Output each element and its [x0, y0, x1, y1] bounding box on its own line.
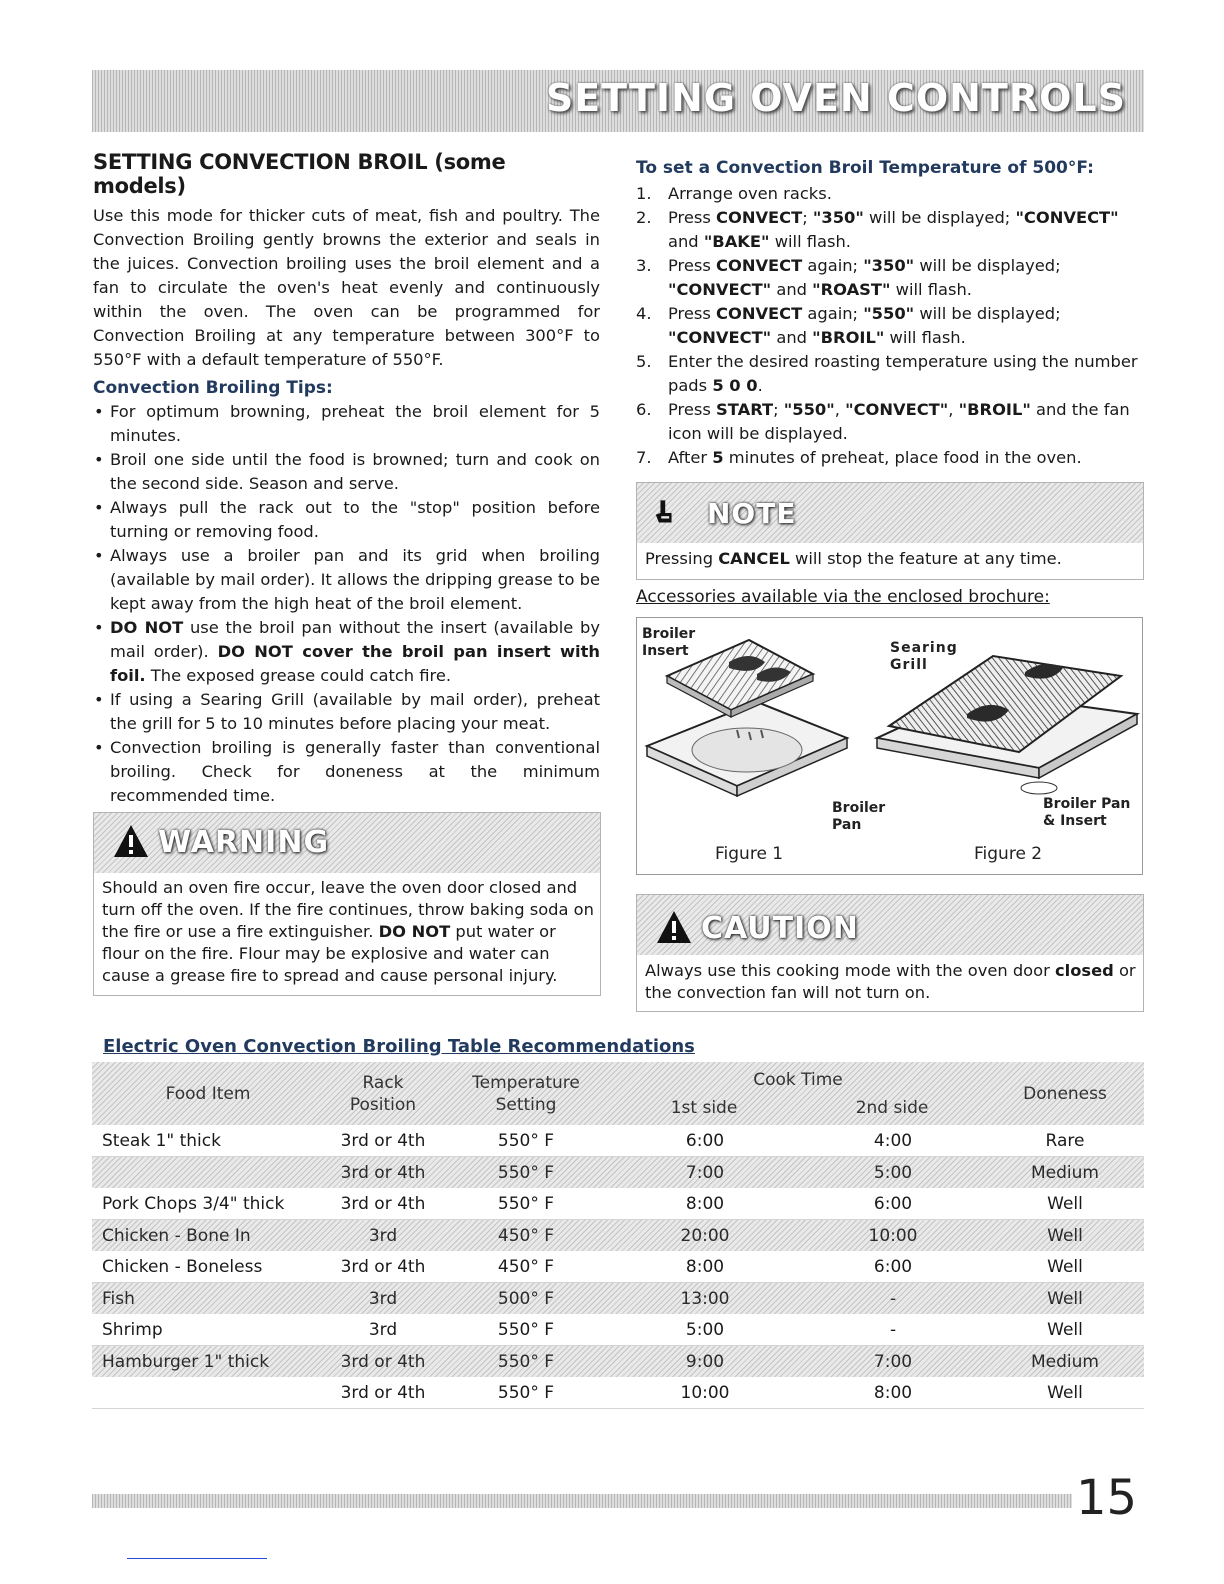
cell-temp: 550° F — [442, 1125, 610, 1157]
cell-second: - — [800, 1314, 986, 1346]
step-text: Arrange oven racks. — [668, 184, 832, 203]
tip-text: The exposed grease could catch fire. — [145, 666, 452, 685]
cell-doneness: Medium — [1031, 1351, 1099, 1372]
steps-list — [636, 182, 1144, 470]
step-bold: CONVECT — [716, 256, 803, 275]
steps-heading: To set a Convection Broil Temperature of 500°F: — [636, 158, 1094, 178]
searing-grill-label — [890, 640, 958, 674]
list-item — [93, 544, 600, 616]
warning-text-part: put water or flour on the fire. Flour may be explosive and water can cause a grease fire to spread and cause personal injury. — [102, 922, 558, 985]
step-bold: CONVECT — [716, 208, 803, 227]
step-text: ; — [802, 208, 813, 227]
left-column — [93, 150, 600, 808]
step-item — [636, 446, 1144, 470]
bullet: • — [94, 618, 104, 637]
table-row — [92, 1377, 1144, 1409]
page-number: 15 — [1076, 1470, 1138, 1526]
cell-food: Pork Chops 3/4" thick — [92, 1188, 324, 1220]
tips-list — [93, 400, 600, 808]
table-row — [92, 1157, 1144, 1189]
note-bold: CANCEL — [718, 549, 790, 568]
cell-second: 6:00 — [800, 1188, 986, 1220]
step-item — [636, 206, 1144, 254]
tip-text: For optimum browning, preheat the broil element for 5 minutes. — [110, 402, 600, 445]
cell-rack: 3rd — [324, 1314, 442, 1346]
tip-text: Always pull the rack out to the "stop" position before turning or removing food. — [110, 498, 600, 541]
step-text: will be displayed; — [914, 304, 1061, 323]
bullet: • — [94, 402, 104, 421]
cell-doneness: Well — [1047, 1225, 1083, 1246]
step-text: will flash. — [884, 328, 966, 347]
cell-rack: 3rd or 4th — [324, 1251, 442, 1283]
step-text: and — [771, 328, 813, 347]
step-text: again; — [802, 304, 864, 323]
step-text: Enter the desired roasting temperature using the number pads — [668, 352, 1138, 395]
list-item — [93, 448, 600, 496]
cell-temp: 450° F — [442, 1251, 610, 1283]
cell-food — [92, 1377, 324, 1409]
label-line: & Insert — [1043, 813, 1107, 829]
header-first-side: 1st side — [670, 1097, 738, 1118]
step-bold: "CONVECT" — [668, 280, 772, 299]
header-line: Position — [349, 1094, 417, 1115]
caution-title: CAUTION — [701, 911, 859, 946]
cell-first: 8:00 — [610, 1188, 800, 1220]
cell-doneness: Well — [986, 1314, 1144, 1346]
header-cook-time-label: Cook Time — [753, 1069, 843, 1090]
label-line: Insert — [642, 643, 689, 659]
table-row — [92, 1346, 1144, 1378]
step-item — [636, 302, 1144, 350]
list-item — [93, 688, 600, 736]
tip-text: Always use a broiler pan and its grid when broiling (available by mail order). It allows the dripping grease to be kept away from the high heat of the broil element. — [110, 546, 600, 613]
label-line: Broiler Pan — [1043, 796, 1131, 812]
pointing-hand-icon — [651, 497, 681, 529]
step-bold: CONVECT — [716, 304, 803, 323]
cell-second: 4:00 — [800, 1125, 986, 1157]
header-line: Setting — [495, 1094, 557, 1115]
warning-title: WARNING — [158, 825, 330, 860]
list-item — [93, 616, 600, 688]
table-row — [92, 1188, 1144, 1220]
table-row — [92, 1125, 1144, 1157]
step-bold: 5 — [712, 448, 724, 467]
step-text: will flash. — [769, 232, 851, 251]
cell-rack: 3rd or 4th — [324, 1377, 442, 1409]
cell-temp: 500° F — [497, 1288, 555, 1309]
cell-temp: 550° F — [497, 1162, 555, 1183]
accessories-figures — [636, 617, 1143, 875]
cell-rack: 3rd — [368, 1225, 398, 1246]
note-text — [637, 543, 1143, 576]
step-bold: START — [716, 400, 774, 419]
cell-first: 7:00 — [685, 1162, 725, 1183]
cell-temp: 550° F — [442, 1188, 610, 1220]
caution-bold: closed — [1054, 961, 1114, 980]
bullet: • — [94, 546, 104, 565]
tip-text: Convection broiling is generally faster than conventional broiling. Check for doneness at the minimum recommended time. — [110, 738, 600, 805]
table-row — [92, 1220, 1144, 1252]
table-body — [92, 1125, 1144, 1409]
caution-text-part: or the convection fan will not turn on. — [645, 961, 1136, 1002]
cell-food: Fish — [102, 1288, 135, 1309]
footer-link-underline — [127, 1558, 267, 1559]
cell-temp: 550° F — [442, 1377, 610, 1409]
header-rack-position — [324, 1062, 442, 1125]
cell-second: 6:00 — [800, 1251, 986, 1283]
step-bold: "350" — [863, 256, 915, 275]
cell-second: 10:00 — [868, 1225, 918, 1246]
step-bold: "CONVECT" — [845, 400, 949, 419]
section-title: SETTING OVEN CONTROLS — [545, 76, 1126, 120]
caution-text — [637, 955, 1143, 1010]
cell-rack: 3rd or 4th — [324, 1188, 442, 1220]
tips-heading: Convection Broiling Tips: — [93, 378, 333, 398]
cell-first: 6:00 — [610, 1125, 800, 1157]
pan-insert-label — [1043, 796, 1130, 830]
list-item — [93, 496, 600, 544]
header-second-side: 2nd side — [855, 1097, 929, 1118]
cell-doneness: Well — [986, 1251, 1144, 1283]
table-row — [92, 1283, 1144, 1315]
step-item — [636, 398, 1144, 446]
note-text-part: will stop the feature at any time. — [789, 549, 1062, 568]
step-text: again; — [802, 256, 864, 275]
step-item — [636, 350, 1144, 398]
tip-bold: DO NOT cover the broil pan insert with foil. — [110, 642, 600, 685]
cell-rack: 3rd or 4th — [340, 1162, 426, 1183]
table-title: Electric Oven Convection Broiling Table Recommendations — [103, 1036, 695, 1057]
cell-food: Steak 1" thick — [92, 1125, 324, 1157]
cell-doneness: Well — [986, 1377, 1144, 1409]
convection-broiling-table — [92, 1062, 1144, 1409]
broiler-pan-figure — [647, 640, 847, 796]
cell-first: 13:00 — [680, 1288, 730, 1309]
warning-text-part: Should an oven fire occur, leave the oven door closed and turn off the oven. If the fire continues, throw baking soda on the fire or use a fire extinguisher. — [102, 878, 594, 941]
step-bold: 5 0 0 — [712, 376, 758, 395]
cell-food: Chicken - Boneless — [92, 1251, 324, 1283]
step-bold: "CONVECT" — [668, 328, 772, 347]
cell-doneness: Rare — [986, 1125, 1144, 1157]
step-text: will be displayed; — [914, 256, 1061, 275]
table-row — [92, 1314, 1144, 1346]
step-text: ; — [773, 400, 784, 419]
step-text: Press — [668, 304, 717, 323]
cell-first: 8:00 — [610, 1251, 800, 1283]
step-bold: "550" — [863, 304, 915, 323]
cell-rack: 3rd or 4th — [324, 1125, 442, 1157]
broiler-insert-label — [642, 626, 695, 660]
step-bold: "ROAST" — [812, 280, 891, 299]
header-doneness: Doneness — [1023, 1083, 1107, 1104]
label-line: Broiler — [642, 626, 696, 642]
bullet: • — [94, 738, 104, 757]
convection-broil-heading: SETTING CONVECTION BROIL (some models) — [93, 150, 506, 198]
step-text: Press — [668, 400, 717, 419]
tip-bold: DO NOT — [110, 618, 184, 637]
step-text: Press — [668, 208, 717, 227]
step-bold: "550" — [783, 400, 835, 419]
step-number: 6. — [636, 400, 652, 419]
step-number: 5. — [636, 352, 652, 371]
step-bold: "CONVECT" — [1015, 208, 1119, 227]
table-header-row — [92, 1062, 1144, 1125]
section-banner — [92, 70, 1144, 132]
step-text: and — [771, 280, 813, 299]
cell-first: 20:00 — [680, 1225, 730, 1246]
caution-text-part: Always use this cooking mode with the oven door — [645, 961, 1055, 980]
bullet: • — [94, 690, 104, 709]
label-line: Grill — [890, 657, 928, 673]
label-line: Pan — [832, 817, 862, 833]
cell-second: 7:00 — [873, 1351, 913, 1372]
warning-text — [94, 873, 600, 993]
step-bold: "BROIL" — [958, 400, 1031, 419]
header-line: Rack — [362, 1072, 404, 1093]
step-text: and the fan icon will be displayed. — [668, 400, 1130, 443]
cell-food — [92, 1157, 324, 1189]
step-text: and — [668, 232, 704, 251]
convection-broil-intro: Use this mode for thicker cuts of meat, fish and poultry. The Convection Broiling gently browns the exterior and seals in the juices. Convection broiling uses the broil element and a fan to circulate the oven's heat evenly and continuously within the oven. The oven can be programmed for Convection Broiling at any temperature between 300°F to 550°F with a default temperature of 550°F. — [93, 206, 600, 369]
cell-rack: 3rd — [368, 1288, 398, 1309]
cell-first: 5:00 — [610, 1314, 800, 1346]
searing-grill-figure — [877, 656, 1137, 794]
header-food-item: Food Item — [165, 1083, 251, 1104]
cell-temp: 550° F — [442, 1314, 610, 1346]
warning-callout — [93, 812, 601, 996]
warning-header — [94, 813, 600, 873]
note-header — [637, 483, 1143, 543]
tip-text: If using a Searing Grill (available by mail order), preheat the grill for 5 to 10 minutes before placing your meat. — [110, 690, 600, 733]
step-text: , — [834, 400, 846, 419]
warning-bold: DO NOT — [378, 922, 451, 941]
cell-second: - — [889, 1288, 897, 1309]
footer-bar — [92, 1494, 1072, 1508]
cell-first: 9:00 — [685, 1351, 725, 1372]
caution-header — [637, 895, 1143, 955]
step-number: 4. — [636, 304, 652, 323]
step-text: After — [668, 448, 713, 467]
cell-doneness: Well — [1047, 1288, 1083, 1309]
label-line: Searing — [890, 640, 958, 656]
step-item — [636, 254, 1144, 302]
cell-food: Chicken - Bone In — [102, 1225, 251, 1246]
step-bold: "BAKE" — [703, 232, 770, 251]
figure-2-caption: Figure 2 — [974, 844, 1043, 864]
header-line: Temperature — [472, 1072, 580, 1093]
step-text: will be displayed; — [863, 208, 1016, 227]
cell-food: Hamburger 1" thick — [102, 1351, 270, 1372]
step-text: will flash. — [890, 280, 972, 299]
step-number: 1. — [636, 184, 652, 203]
table-row — [92, 1251, 1144, 1283]
accessories-label: Accessories available via the enclosed brochure: — [636, 587, 1050, 607]
cell-temp: 450° F — [497, 1225, 555, 1246]
caution-triangle-icon — [655, 909, 693, 945]
header-temperature — [442, 1062, 610, 1125]
bullet: • — [94, 498, 104, 517]
cell-doneness: Well — [986, 1188, 1144, 1220]
broiler-pan-label — [832, 800, 885, 834]
step-item — [636, 182, 1144, 206]
tip-text: Broil one side until the food is browned; turn and cook on the second side. Season and serve. — [110, 450, 600, 493]
note-title: NOTE — [707, 497, 797, 530]
header-cook-sides — [610, 1097, 986, 1119]
step-text: . — [757, 376, 763, 395]
step-text: minutes of preheat, place food in the oven. — [723, 448, 1082, 467]
cell-first: 10:00 — [610, 1377, 800, 1409]
step-bold: "BROIL" — [812, 328, 885, 347]
list-item — [93, 400, 600, 448]
cell-doneness: Medium — [1031, 1162, 1099, 1183]
warning-triangle-icon — [112, 823, 150, 859]
step-text: Press — [668, 256, 717, 275]
tip-text: use the broil pan without the insert (available by mail order). — [110, 618, 600, 661]
step-text: , — [948, 400, 959, 419]
label-line: Broiler — [832, 800, 886, 816]
step-number: 2. — [636, 208, 652, 227]
cell-rack: 3rd or 4th — [340, 1351, 426, 1372]
note-text-part: Pressing — [645, 549, 719, 568]
step-number: 7. — [636, 448, 652, 467]
header-cook-time — [610, 1062, 986, 1125]
cell-second: 8:00 — [800, 1377, 986, 1409]
cell-temp: 550° F — [497, 1351, 555, 1372]
right-column — [636, 158, 1144, 470]
figure-1-caption: Figure 1 — [715, 844, 784, 864]
cell-food: Shrimp — [92, 1314, 324, 1346]
caution-callout — [636, 894, 1144, 1012]
step-bold: "350" — [812, 208, 864, 227]
note-callout — [636, 482, 1144, 580]
list-item — [93, 736, 600, 808]
step-number: 3. — [636, 256, 652, 275]
bullet: • — [94, 450, 104, 469]
cell-second: 5:00 — [873, 1162, 913, 1183]
